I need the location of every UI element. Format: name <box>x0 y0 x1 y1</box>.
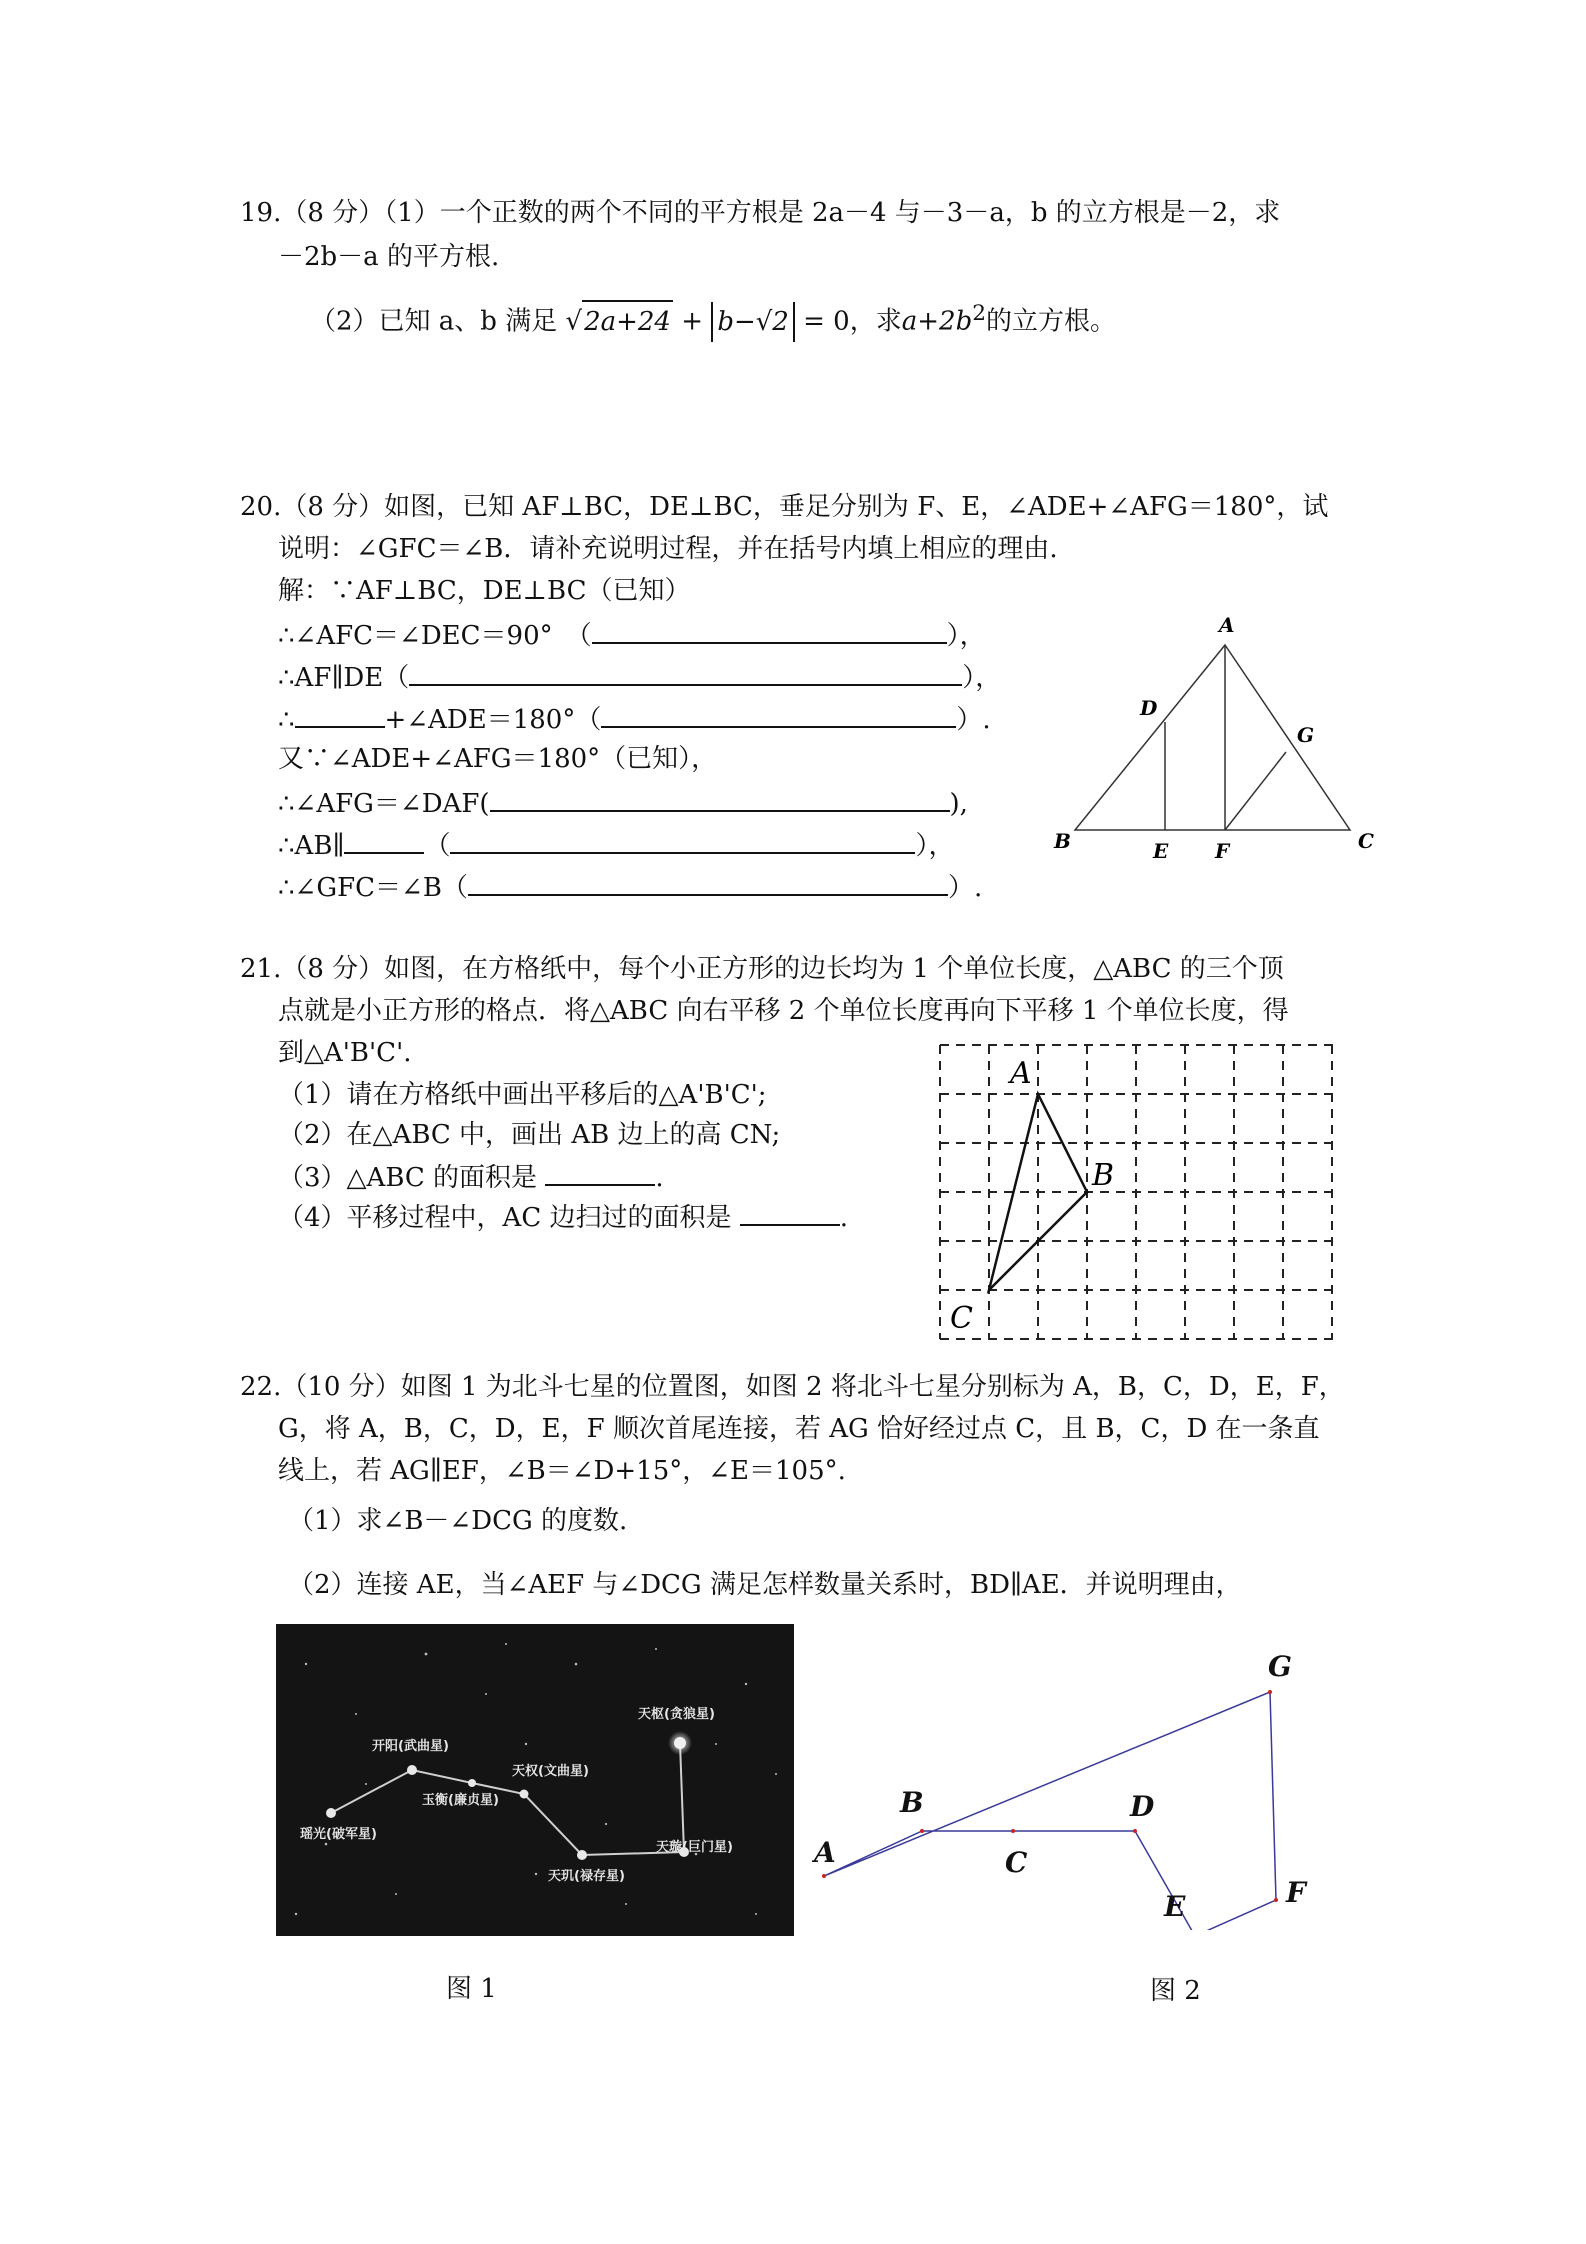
q20-line6-mid: +∠ADE＝180°（ <box>384 705 602 735</box>
dashed-grid <box>940 1045 1335 1339</box>
star-label-kaiyang: 开阳(武曲星) <box>372 1739 449 1754</box>
fig2-label-e: E <box>1164 1890 1186 1923</box>
geometry-figure-2 <box>800 1640 1320 1930</box>
star-label-tianquan: 天权(文曲星) <box>512 1764 589 1779</box>
q20-line10-text: ∴∠GFC＝∠B（ <box>278 873 468 903</box>
q20-line9 <box>278 826 954 863</box>
q20-line1: 20.（8 分）如图，已知 AF⊥BC，DE⊥BC，垂足分别为 F、E，∠ADE+∠AFG＝180°，试 <box>240 492 1329 522</box>
q20-line3: 解：∵AF⊥BC，DE⊥BC（已知） <box>278 576 691 606</box>
answer-blank[interactable] <box>490 784 950 812</box>
answer-blank[interactable] <box>409 658 962 686</box>
label-f: F <box>1215 839 1230 863</box>
q21-line7-end: . <box>839 1203 849 1233</box>
q22-line5: （2）连接 AE，当∠AEF 与∠DCG 满足怎样数量关系时，BD∥AE．并说明理由， <box>288 1570 1242 1600</box>
fig2-label-c: C <box>1005 1846 1028 1879</box>
q20-line8-text: ∴∠AFG＝∠DAF( <box>278 789 490 819</box>
q21-line5: （2）在△ABC 中，画出 AB 边上的高 CN; <box>278 1120 781 1150</box>
q19-line3 <box>310 294 1116 342</box>
q20-line8-end: ), <box>949 789 968 819</box>
sqrt-sign: √ <box>565 306 583 337</box>
q20-line9-text: ∴AB∥ <box>278 831 345 861</box>
q21-line3: 到△A'B'C'. <box>278 1038 412 1068</box>
q20-line5-text: ∴AF∥DE（ <box>278 663 410 693</box>
q22-line4: （1）求∠B－∠DCG 的度数. <box>288 1506 628 1536</box>
q21-line4: （1）请在方格纸中画出平移后的△A'B'C'; <box>278 1080 767 1110</box>
q21-line2: 点就是小正方形的格点．将△ABC 向右平移 2 个单位长度再向下平移 1 个单位长度，得 <box>278 996 1289 1026</box>
q20-line2: 说明：∠GFC＝∠B．请补充说明过程，并在括号内填上相应的理由. <box>278 534 1058 564</box>
big-dipper-photo <box>276 1624 794 1936</box>
grid-figure <box>930 1035 1350 1345</box>
answer-blank[interactable] <box>295 700 385 728</box>
q22-line2: G，将 A，B，C，D，E，F 顺次首尾连接，若 AG 恰好经过点 C，且 B，C，D 在一条直 <box>278 1414 1320 1444</box>
q19-line3-text3: 的立方根。 <box>986 306 1117 337</box>
q21-line7-text: （4）平移过程中，AC 边扫过的面积是 <box>278 1203 732 1233</box>
q20-line6-text: ∴ <box>278 705 295 735</box>
fig2-label-a: A <box>814 1836 836 1869</box>
label-a: A <box>1219 613 1235 637</box>
q20-line8 <box>278 784 968 821</box>
figure1-caption: 图 1 <box>446 1974 497 2004</box>
fig2-label-d: D <box>1130 1790 1155 1823</box>
answer-blank[interactable] <box>740 1198 840 1226</box>
q20-line4-end: ）， <box>946 621 986 651</box>
label-c: C <box>1358 829 1374 853</box>
label-g: G <box>1297 723 1315 747</box>
star-label-yaoguang: 瑶光(破军星) <box>300 1827 377 1842</box>
polygon-abcdefg <box>824 1692 1276 1930</box>
abs-expr: b−√2 <box>711 302 795 342</box>
cube-expr: a+2b <box>901 306 973 337</box>
label-d: D <box>1140 696 1158 720</box>
q21-line6-end: . <box>655 1163 664 1193</box>
answer-blank[interactable] <box>592 616 947 644</box>
night-sky-background <box>276 1624 794 1936</box>
grid-label-c: C <box>950 1301 973 1336</box>
q21-line7 <box>278 1198 848 1235</box>
star-label-tianshu: 天枢(贪狼星) <box>638 1707 715 1722</box>
fig2-label-b: B <box>900 1786 924 1819</box>
answer-blank[interactable] <box>344 826 424 854</box>
q20-line10-end: ）. <box>947 873 983 903</box>
star-label-tianxuan: 天璇(巨门星) <box>656 1840 733 1855</box>
vertex-dots <box>822 1690 1278 1930</box>
q19-line3-text2: ，求 <box>849 306 902 337</box>
q22-line1: 22.（10 分）如图 1 为北斗七星的位置图，如图 2 将北斗七星分别标为 A，B，C，D，E，F， <box>240 1372 1345 1402</box>
fig2-label-g: G <box>1268 1650 1292 1683</box>
star-label-tianji: 天玑(禄存星) <box>548 1869 625 1884</box>
answer-blank[interactable] <box>545 1158 655 1186</box>
q20-line6-end: ）. <box>956 705 991 735</box>
q19-line3-text: （2）已知 a、b 满足 <box>310 306 558 337</box>
q20-line7: 又∵∠ADE+∠AFG＝180°（已知）， <box>278 744 718 774</box>
q19-line2: －2b－a 的平方根. <box>278 242 500 272</box>
q20-line5-end: ）， <box>962 663 1002 693</box>
q20-line5 <box>278 658 1001 695</box>
figure2-caption: 图 2 <box>1150 1976 1201 2006</box>
q20-line6 <box>278 700 991 737</box>
grid-label-a: A <box>1010 1056 1032 1091</box>
plus-sign: + <box>681 306 704 337</box>
label-b: B <box>1054 829 1071 853</box>
cube-expr-sup: 2 <box>972 301 986 326</box>
q20-line10 <box>278 868 982 905</box>
answer-blank[interactable] <box>601 700 956 728</box>
q21-line6 <box>278 1158 664 1195</box>
segment-fg <box>1225 752 1286 830</box>
label-e: E <box>1153 839 1169 863</box>
answer-blank[interactable] <box>450 826 915 854</box>
grid-label-b: B <box>1092 1158 1115 1193</box>
q21-line6-text: （3）△ABC 的面积是 <box>278 1163 538 1193</box>
eq-zero: = 0 <box>803 306 850 337</box>
star-label-yuheng: 玉衡(廉贞星) <box>422 1793 499 1808</box>
q22-line3: 线上，若 AG∥EF，∠B＝∠D+15°，∠E＝105°. <box>278 1456 846 1486</box>
q20-line9-mid: （ <box>424 831 451 861</box>
triangle-figure <box>1040 600 1400 870</box>
q20-line4 <box>278 616 986 653</box>
q19-line1: 19.（8 分）（1）一个正数的两个不同的平方根是 2a－4 与－3－a，b 的立方根是－2，求 <box>240 198 1281 228</box>
q21-line1: 21.（8 分）如图，在方格纸中，每个小正方形的边长均为 1 个单位长度，△ABC 的三个顶 <box>240 954 1284 984</box>
q20-line9-end: ）， <box>915 831 955 861</box>
sqrt-expr: 2a+24 <box>582 300 673 342</box>
answer-blank[interactable] <box>468 868 948 896</box>
q20-line4-text: ∴∠AFC＝∠DEC＝90° （ <box>278 621 592 651</box>
fig2-label-f: F <box>1286 1876 1306 1909</box>
